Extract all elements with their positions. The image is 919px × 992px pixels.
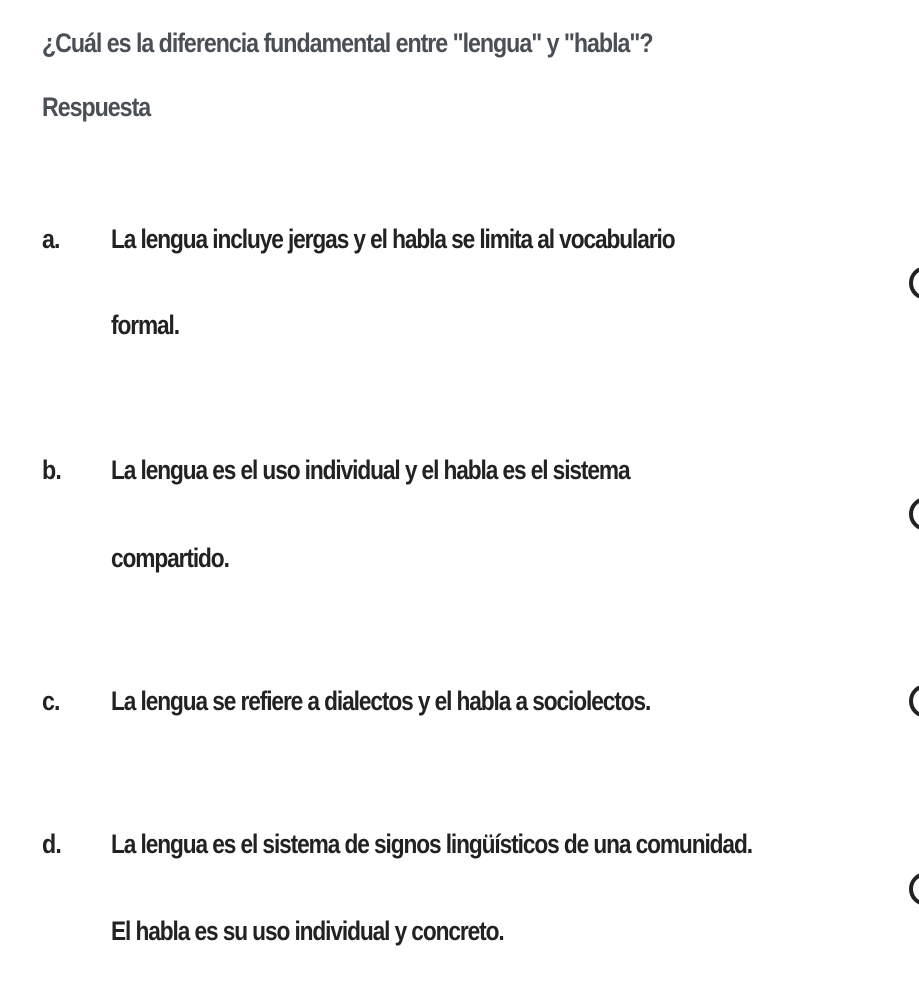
option-text-line: La lengua se refiere a dialectos y el habla a sociolectos. bbox=[111, 686, 651, 716]
option-text-line: compartido. bbox=[111, 543, 229, 573]
option-letter: b. bbox=[42, 455, 61, 485]
question-text: ¿Cuál es la diferencia fundamental entre "lengua" y "habla"? bbox=[42, 28, 653, 58]
option-text-line: formal. bbox=[111, 310, 179, 340]
option-letter: c. bbox=[42, 686, 60, 716]
radio-button-option-b[interactable] bbox=[909, 497, 919, 531]
option-text-line: La lengua es el uso individual y el habla es el sistema bbox=[111, 455, 630, 485]
radio-button-option-d[interactable] bbox=[909, 872, 919, 906]
option-text-line: La lengua es el sistema de signos lingüísticos de una comunidad. bbox=[111, 829, 752, 859]
radio-button-option-c[interactable] bbox=[909, 684, 919, 718]
answer-label: Respuesta bbox=[42, 92, 151, 122]
option-text-line: La lengua incluye jergas y el habla se limita al vocabulario bbox=[111, 224, 675, 254]
radio-button-option-a[interactable] bbox=[909, 266, 919, 300]
option-letter: a. bbox=[42, 224, 60, 254]
option-letter: d. bbox=[42, 829, 61, 859]
option-text-line: El habla es su uso individual y concreto. bbox=[111, 916, 504, 946]
